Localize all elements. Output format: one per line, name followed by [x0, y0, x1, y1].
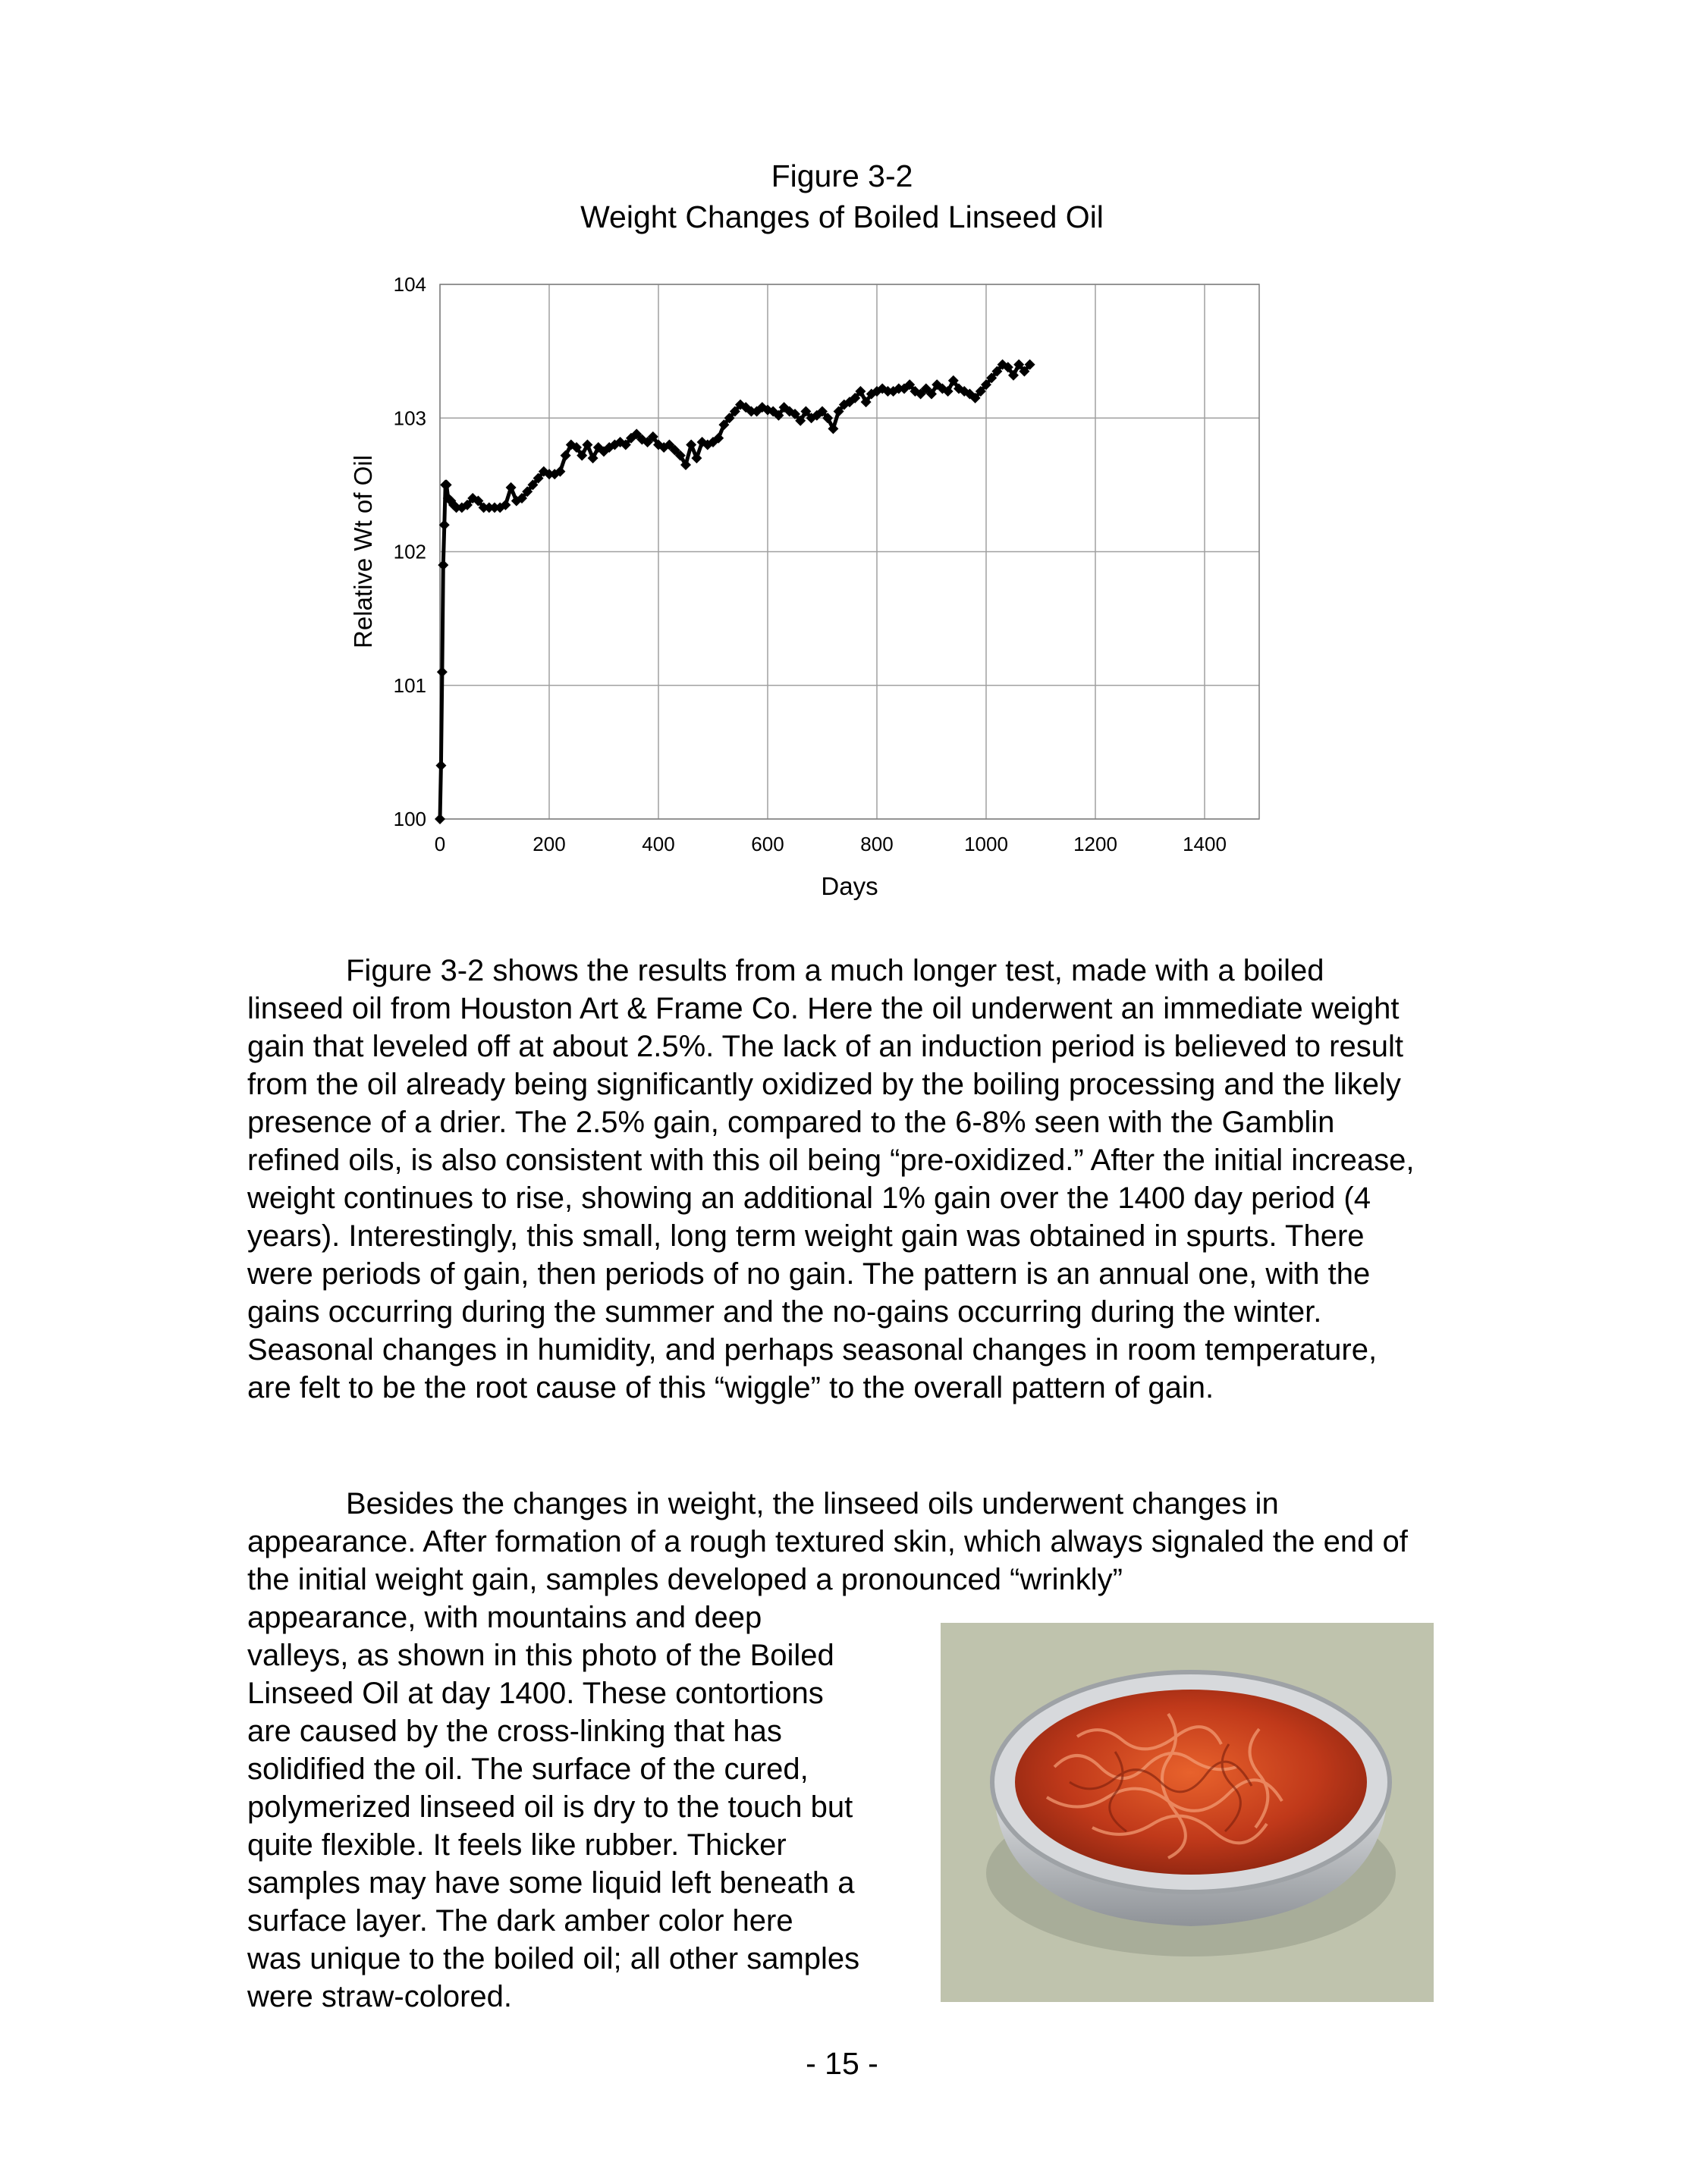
x-tick-label: 1400: [1183, 833, 1227, 855]
data-point-marker: [435, 814, 445, 824]
x-tick-label: 1000: [964, 833, 1008, 855]
y-tick-label: 101: [393, 673, 426, 697]
x-tick-label: 800: [860, 833, 894, 855]
figure-title: Weight Changes of Boiled Linseed Oil: [580, 199, 1104, 234]
axis-tick-labels: [394, 273, 1227, 855]
y-axis-label: Relative Wt of Oil: [349, 455, 377, 648]
y-tick-label: 103: [393, 406, 426, 430]
x-tick-label: 200: [533, 833, 566, 855]
paragraph-figure-discussion: [247, 952, 1423, 1407]
x-tick-label: 600: [751, 833, 784, 855]
paragraph-photo-wrap: appearance, with mountains and deep valleys, as shown in this photo of the Boiled Linseed Oil at day 1400. These contortions are caused by the cross-linking that has solidified the oil. The surface of the cured, polymerized linseed oil is dry to the touch but quite flexible. It feels like rubber. Thicker samples may have some liquid left beneath a surface layer. The dark amber color here was unique to the boiled oil; all other samples were straw-colored.: [247, 1601, 860, 2013]
x-axis-label: Days: [821, 872, 878, 900]
data-point-marker: [435, 761, 446, 771]
x-tick-label: 1200: [1073, 833, 1117, 855]
paragraph-2-text: Besides the changes in weight, the linseed oils underwent changes in appearance. After formation of a rough textured skin, which always signaled the end of the initial weight gain, samples developed a pronounced “wrinkly”: [247, 1487, 1408, 1596]
series-markers: [435, 359, 1035, 824]
y-tick-label: 100: [393, 808, 426, 830]
data-point-marker: [437, 667, 448, 677]
paragraph-1-text: Figure 3-2 shows the results from a much longer test, made with a boiled linseed oil from Houston Art & Frame Co. Here the oil underwent an immediate weight gain that leveled off at about 2.5%. The lack of an induction period is believed to result from the oil already being significantly oxidized by the boiling processing and the likely presence of a drier. The 2.5% gain, compared to the 6-8% seen with the Gamblin refined oils, is also consistent with this oil being “pre-oxidized.” After the initial increase, weight continues to rise, showing an additional 1% gain over the 1400 day period (4 years). Interestingly, this small, long term weight gain was obtained in spurts. There were periods of gain, then periods of no gain. The pattern is an annual one, with the gains occurring during the summer and the no-gains occurring during the winter. Seasonal changes in humidity, and perhaps seasonal changes in room temperature, are felt to be the root cause of this “wiggle” to the overall pattern of gain.: [247, 954, 1415, 1404]
photo-boiled-linseed-oil-tray: [941, 1623, 1434, 2002]
x-tick-label: 0: [434, 833, 446, 855]
weight-chart: [0, 0, 1684, 925]
page-number: - 15 -: [806, 2046, 878, 2081]
series-line: [440, 365, 1030, 819]
x-tick-label: 400: [642, 833, 675, 855]
chart-gridlines: [440, 284, 1259, 819]
y-tick-label: 104: [393, 273, 426, 296]
data-point-marker: [441, 479, 452, 490]
y-tick-label: 102: [393, 540, 426, 563]
data-point-marker: [691, 453, 702, 463]
figure-number: Figure 3-2: [771, 158, 913, 193]
data-point-marker: [686, 440, 696, 450]
data-point-marker: [506, 482, 517, 493]
paragraph-appearance-intro: [247, 1485, 1423, 1599]
data-point-marker: [439, 519, 450, 530]
